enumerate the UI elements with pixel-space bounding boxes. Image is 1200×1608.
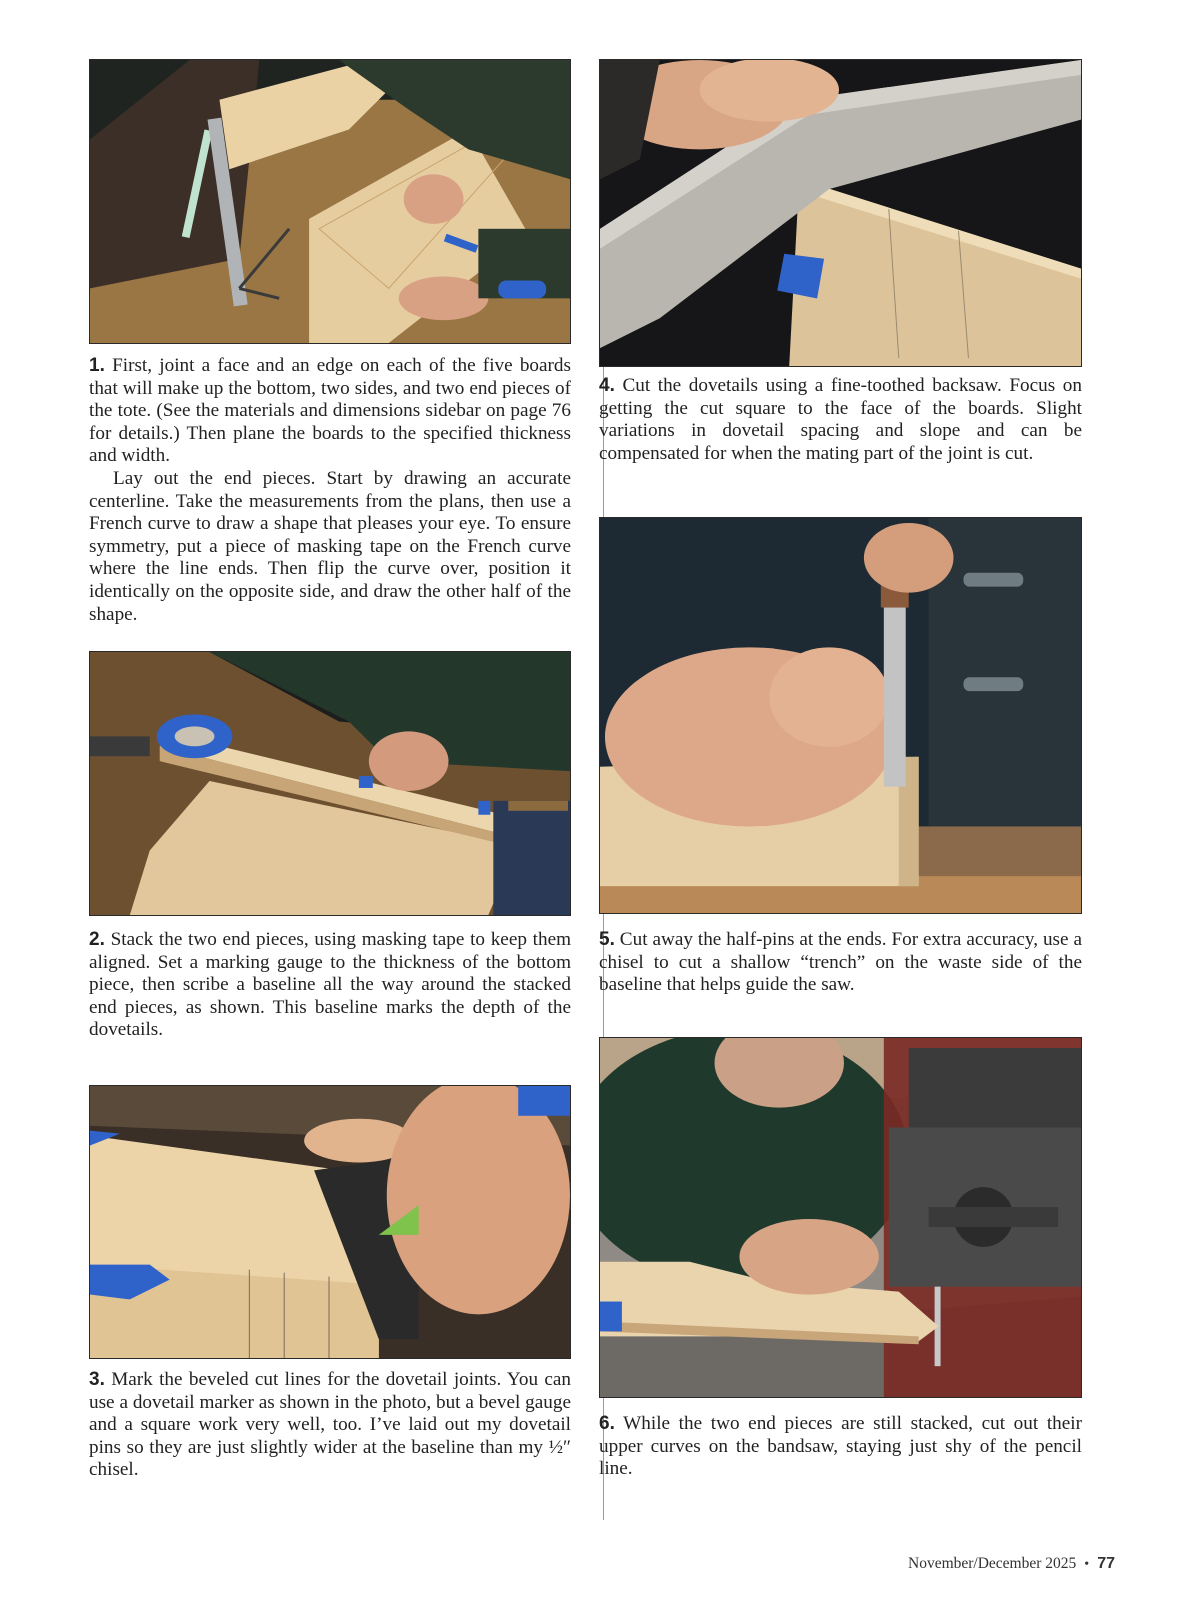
issue-date: November/December 2025: [908, 1555, 1077, 1572]
step-text: While the two end pieces are still stacked, cut out their upper curves on the bandsaw, staying just shy of the pencil line.: [599, 1413, 1082, 1480]
step-text: Lay out the end pieces. Start by drawing an accurate centerline. Take the measurements from the plans, then use a French curve to draw a shape that pleases your eye. To ensure symmetry, put a piece of masking tape on the French curve where the line ends. Then flip the curve over, position it identically on the opposite side, and draw the other half of the shape.: [89, 467, 571, 625]
step-number: 4.: [599, 375, 615, 396]
step-text: Cut the dovetails using a fine-toothed backsaw. Focus on getting the cut square to the face of the boards. Slight variations in dovetail spacing and slope and can be compensated for when the mating part of the joint is cut.: [599, 375, 1082, 464]
photo-step-1: [89, 59, 571, 344]
photo-step-6: [599, 1037, 1082, 1398]
step-text: First, joint a face and an edge on each of the five boards that will make up the bottom, two sides, and two end pieces of the tote. (See the materials and dimensions sidebar on page 76 for details.) Then plane the boards to the specified thickness and width.: [89, 355, 571, 467]
step-text: Stack the two end pieces, using masking tape to keep them aligned. Set a marking gauge to the thickness of the bottom piece, then scribe a baseline all the way around the stacked end pieces, as shown. This baseline marks the depth of the dovetails.: [89, 929, 572, 1041]
step-text: Cut away the half-pins at the ends. For extra accuracy, use a chisel to cut a shallow “trench” on the waste side of the baseline that helps guide the saw.: [599, 929, 1082, 996]
photo-step-2: [89, 651, 571, 916]
photo-step-3: [89, 1085, 571, 1359]
page-number: 77: [1097, 1555, 1115, 1572]
photo-step-5: [599, 517, 1082, 914]
step-number: 1.: [89, 355, 105, 376]
step-number: 3.: [89, 1369, 105, 1390]
footer-separator: •: [1084, 1557, 1090, 1572]
photo-step-4: [599, 59, 1082, 367]
caption-step-5: [599, 929, 1082, 997]
caption-step-4: [599, 375, 1082, 465]
step-number: 5.: [599, 929, 615, 950]
caption-step-3: [89, 1369, 571, 1482]
step-text: Mark the beveled cut lines for the dovetail joints. You can use a dovetail marker as shown in the photo, but a bevel gauge and a square work very well, too. I’ve laid out my dovetail pins so they are just slightly wider at the baseline than my ½″ chisel.: [89, 1369, 571, 1481]
caption-step-2: [89, 929, 571, 1042]
step-number: 6.: [599, 1413, 615, 1434]
caption-step-6: [599, 1413, 1082, 1481]
page-footer: [908, 1555, 1115, 1573]
step-number: 2.: [89, 929, 105, 950]
caption-step-1: [89, 355, 571, 626]
